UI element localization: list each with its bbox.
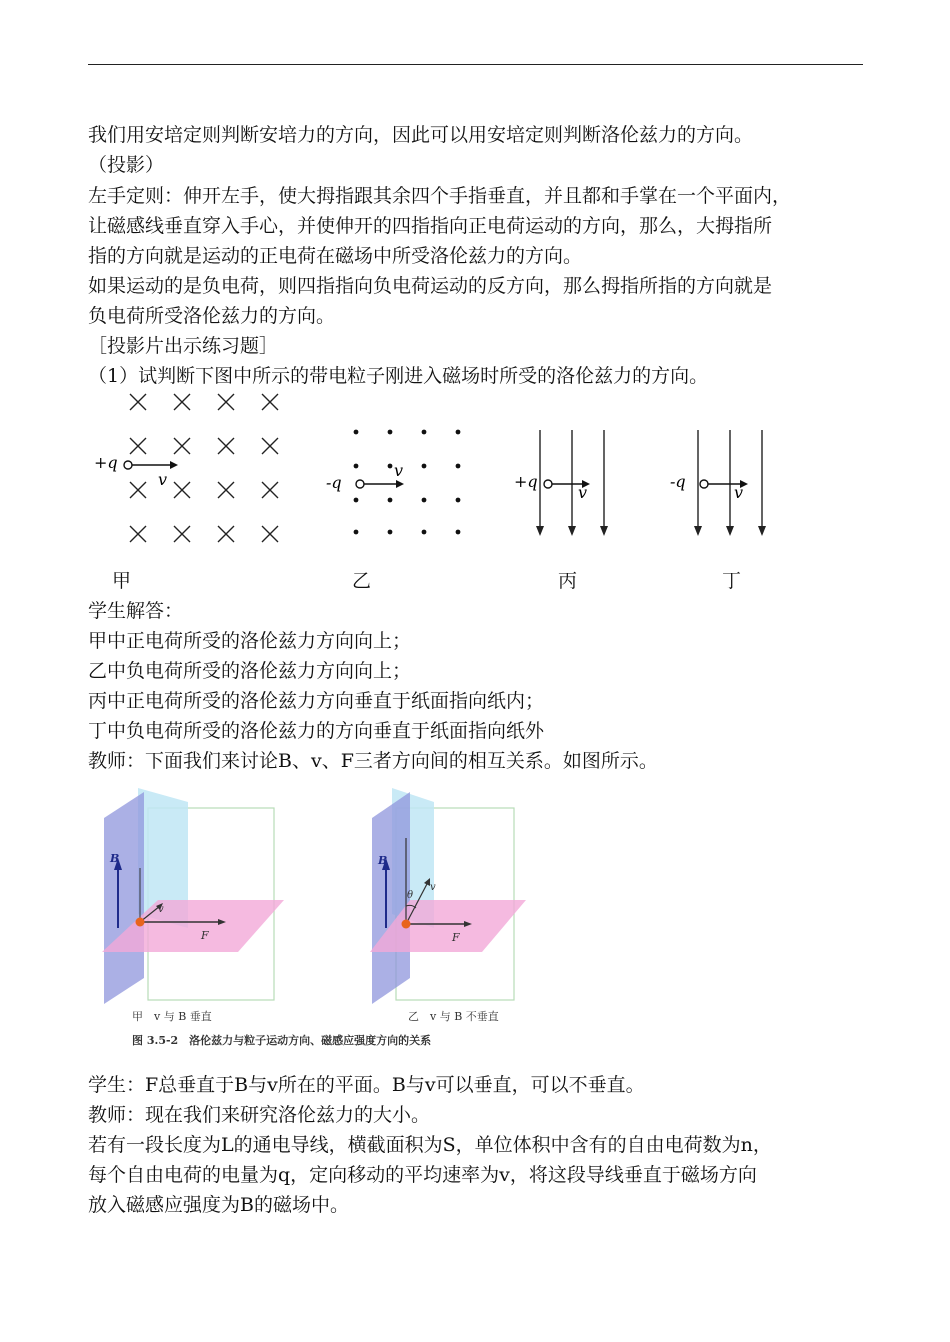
field-cross [130, 394, 146, 410]
text-line: （1）试判断下图中所示的带电粒子刚进入磁场时所受的洛伦兹力的方向。 [88, 365, 709, 387]
field-cross [174, 438, 190, 454]
field-cross [174, 526, 190, 542]
field-cross [130, 438, 146, 454]
field-dot [422, 430, 427, 435]
field-cross [130, 526, 146, 542]
blue-plane [104, 792, 144, 1004]
velocity-label-b: v [394, 461, 404, 480]
text-line: 学生解答： [88, 600, 184, 622]
text-line: 丙中正电荷所受的洛伦兹力方向垂直于纸面指向纸内； [88, 690, 545, 712]
field-dot [354, 430, 359, 435]
text-line: 我们用安培定则判断安培力的方向，因此可以用安培定则判断洛伦兹力的方向。 [88, 124, 754, 146]
bvf-relationship-figure [88, 788, 548, 1058]
field-dot [422, 530, 427, 535]
velocity-label-c: v [578, 483, 588, 502]
particle-d [700, 480, 708, 488]
charge-label-b: -q [326, 473, 342, 492]
f-label-b: F [452, 931, 460, 944]
field-dot [354, 498, 359, 503]
charge-label-a: +q [94, 453, 118, 472]
b-label-a: B [110, 852, 120, 865]
panel-not-perpendicular [370, 788, 526, 1023]
field-arrowhead [758, 526, 766, 536]
velocity-label-d: v [734, 483, 744, 502]
field-dot [388, 498, 393, 503]
text-line: 若有一段长度为L的通电导线，横截面积为S，单位体积中含有的自由电荷数为n， [88, 1134, 772, 1156]
velocity-label-a: v [158, 470, 168, 489]
field-cross [218, 526, 234, 542]
field-dot [456, 530, 461, 535]
subcaption-b: 乙 v 与 B 不垂直 [408, 1010, 499, 1023]
f-label-a: F [201, 929, 209, 942]
field-cross [262, 482, 278, 498]
field-diagrams [88, 388, 808, 598]
field-dot [422, 464, 427, 469]
text-line: 甲中正电荷所受的洛伦兹力方向向上； [88, 630, 412, 652]
text-line: 左手定则：伸开左手，使大拇指跟其余四个手指垂直，并且都和手掌在一个平面内， [88, 185, 792, 207]
magnetic-field-into-page [130, 394, 278, 542]
charge-label-d: -q [670, 472, 686, 491]
field-cross [262, 394, 278, 410]
text-line: 教师：现在我们来研究洛伦兹力的大小。 [88, 1104, 431, 1126]
field-cross [218, 438, 234, 454]
field-dot [388, 464, 393, 469]
text-line: 丁中负电荷所受的洛伦兹力的方向垂直于纸面指向纸外 [88, 720, 545, 742]
field-cross [262, 438, 278, 454]
text-line: 乙中负电荷所受的洛伦兹力方向向上； [88, 660, 412, 682]
field-dot [354, 464, 359, 469]
v-label-a: v [158, 904, 164, 915]
subcaption-a: 甲 v 与 B 垂直 [132, 1010, 212, 1023]
field-cross [130, 482, 146, 498]
figure-caption: 图 3.5-2 洛伦兹力与粒子运动方向、磁感应强度方向的关系 [132, 1034, 432, 1047]
field-cross [218, 482, 234, 498]
text-line: 教师：下面我们来讨论B、v、F三者方向间的相互关系。如图所示。 [88, 750, 658, 772]
text-line: 负电荷所受洛伦兹力的方向。 [88, 305, 336, 327]
field-dot [456, 430, 461, 435]
field-dot [422, 498, 427, 503]
particle-c [544, 480, 552, 488]
field-arrowhead [726, 526, 734, 536]
panel-perpendicular [102, 788, 284, 1023]
theta-label: θ [407, 890, 414, 901]
text-line: 学生：F总垂直于B与v所在的平面。B与v可以垂直，可以不垂直。 [88, 1074, 645, 1096]
charge-dot-b [402, 920, 411, 929]
field-arrowhead [694, 526, 702, 536]
text-line: 指的方向就是运动的正电荷在磁场中所受洛伦兹力的方向。 [88, 245, 583, 267]
field-dot [354, 530, 359, 535]
field-arrowhead [600, 526, 608, 536]
b-label-b: B [378, 854, 388, 867]
field-cross [218, 394, 234, 410]
charge-label-c: +q [514, 472, 538, 491]
text-line: 放入磁感应强度为B的磁场中。 [88, 1194, 349, 1216]
text-line: ［投影片出示练习题］ [88, 335, 279, 357]
particle-a [124, 461, 132, 469]
magnetic-field-lines [536, 430, 766, 536]
header-rule [88, 64, 863, 65]
charge-dot-a [136, 918, 145, 927]
field-arrowhead [536, 526, 544, 536]
field-cross [262, 526, 278, 542]
field-dot [456, 498, 461, 503]
field-cross [174, 394, 190, 410]
caption-c: 丙 [558, 570, 578, 592]
field-dot [388, 430, 393, 435]
caption-d: 丁 [722, 570, 742, 592]
field-dot [456, 464, 461, 469]
field-arrowhead [568, 526, 576, 536]
particle-b [356, 480, 364, 488]
magnetic-field-out-of-page [354, 430, 461, 535]
v-label-b: v [430, 882, 436, 893]
field-cross [174, 482, 190, 498]
text-line: （投影） [88, 154, 165, 176]
text-line: 让磁感线垂直穿入手心，并使伸开的四指指向正电荷运动的方向，那么，大拇指所 [88, 215, 773, 237]
field-dot [388, 530, 393, 535]
text-line: 如果运动的是负电荷，则四指指向负电荷运动的反方向，那么拇指所指的方向就是 [88, 275, 773, 297]
caption-b: 乙 [352, 570, 372, 592]
text-line: 每个自由电荷的电量为q，定向移动的平均速率为v，将这段导线垂直于磁场方向 [88, 1164, 757, 1186]
caption-a: 甲 [112, 570, 132, 592]
